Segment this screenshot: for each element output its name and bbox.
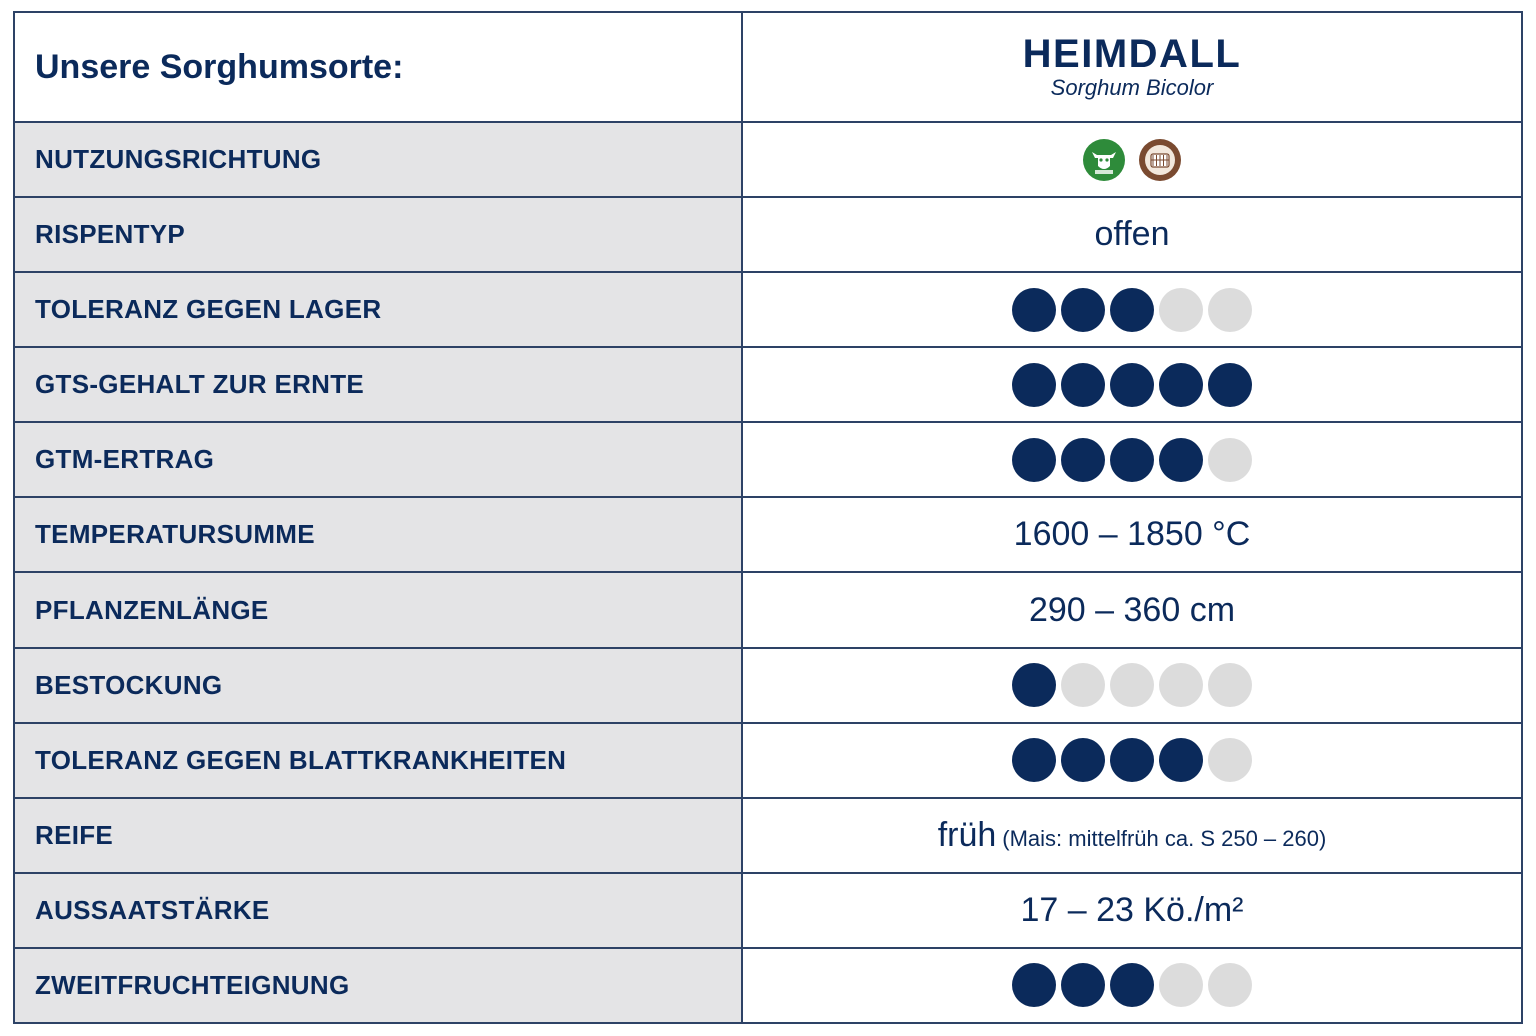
rating-dot-filled (1159, 738, 1203, 782)
rating-dot-filled (1110, 963, 1154, 1007)
usage-icons (1083, 139, 1181, 181)
row-value (743, 649, 1521, 722)
table-row (15, 874, 1521, 949)
row-value (743, 724, 1521, 797)
rating-dot-filled (1061, 963, 1105, 1007)
row-value (743, 123, 1521, 196)
row-label: TOLERANZ GEGEN LAGER (15, 273, 743, 346)
rating-dots (1012, 963, 1252, 1007)
row-label: BESTOCKUNG (15, 649, 743, 722)
row-label: REIFE (15, 799, 743, 872)
rating-dots (1012, 738, 1252, 782)
table-header (15, 13, 1521, 123)
value-main: 290 – 360 cm (1028, 590, 1236, 629)
rating-dot-filled (1159, 363, 1203, 407)
row-value (743, 498, 1521, 571)
table-row (15, 198, 1521, 273)
value-main: 17 – 23 Kö./m² (1020, 890, 1244, 929)
row-value (743, 799, 1521, 872)
rating-dot-filled (1061, 438, 1105, 482)
rating-dot-empty (1208, 663, 1252, 707)
variety-table (13, 11, 1523, 1024)
row-label: GTS-GEHALT ZUR ERNTE (15, 348, 743, 421)
row-label: NUTZUNGSRICHTUNG (15, 123, 743, 196)
rating-dot-empty (1208, 438, 1252, 482)
value-main: offen (1094, 215, 1170, 254)
table-title: Unsere Sorghumsorte: (15, 13, 743, 121)
rating-dot-filled (1110, 363, 1154, 407)
rating-dot-filled (1159, 438, 1203, 482)
rating-dot-filled (1110, 288, 1154, 332)
table-row (15, 799, 1521, 874)
rating-dot-filled (1110, 438, 1154, 482)
row-value (743, 423, 1521, 496)
biogas-icon (1139, 139, 1181, 181)
table-row (15, 423, 1521, 498)
rating-dots (1012, 663, 1252, 707)
value-text (1094, 215, 1169, 254)
rating-dot-filled (1208, 363, 1252, 407)
row-value (743, 949, 1521, 1022)
table-row (15, 498, 1521, 573)
rating-dot-empty (1159, 663, 1203, 707)
table-row (15, 348, 1521, 423)
rating-dot-filled (1061, 738, 1105, 782)
rating-dot-filled (1110, 738, 1154, 782)
variety-header (743, 13, 1521, 121)
rating-dots (1012, 288, 1252, 332)
value-note: (Mais: mittelfrüh ca. S 250 – 260) (1002, 825, 1327, 851)
rating-dot-empty (1110, 663, 1154, 707)
row-label: RISPENTYP (15, 198, 743, 271)
row-value (743, 874, 1521, 947)
table-row (15, 949, 1521, 1022)
rating-dots (1012, 363, 1252, 407)
row-label: TOLERANZ GEGEN BLATTKRANKHEITEN (15, 724, 743, 797)
row-value (743, 273, 1521, 346)
row-label: ZWEITFRUCHTEIGNUNG (15, 949, 743, 1022)
row-label: PFLANZENLÄNGE (15, 573, 743, 646)
row-label: GTM-ERTRAG (15, 423, 743, 496)
rating-dot-filled (1012, 288, 1056, 332)
rating-dot-filled (1061, 288, 1105, 332)
value-text (1020, 891, 1243, 930)
rating-dot-empty (1208, 288, 1252, 332)
row-value (743, 573, 1521, 646)
rating-dot-filled (1012, 738, 1056, 782)
value-text (938, 816, 1327, 855)
value-main: früh (937, 815, 997, 854)
table-row (15, 123, 1521, 198)
row-label: TEMPERATURSUMME (15, 498, 743, 571)
value-main: 1600 – 1850 °C (1013, 515, 1251, 554)
rating-dot-empty (1159, 288, 1203, 332)
table-row (15, 273, 1521, 348)
variety-latin-name: Sorghum Bicolor (1050, 74, 1214, 100)
rating-dot-filled (1012, 363, 1056, 407)
rating-dot-filled (1012, 438, 1056, 482)
row-value (743, 198, 1521, 271)
value-text (1014, 515, 1251, 554)
variety-name: HEIMDALL (1022, 31, 1242, 76)
value-text (1029, 591, 1235, 630)
rating-dot-empty (1208, 963, 1252, 1007)
table-row (15, 649, 1521, 724)
rating-dots (1012, 438, 1252, 482)
table-row (15, 573, 1521, 648)
rating-dot-empty (1208, 738, 1252, 782)
rating-dot-filled (1012, 963, 1056, 1007)
table-row (15, 724, 1521, 799)
rating-dot-filled (1061, 363, 1105, 407)
cow-icon (1083, 139, 1125, 181)
rating-dot-empty (1159, 963, 1203, 1007)
row-value (743, 348, 1521, 421)
rating-dot-empty (1061, 663, 1105, 707)
rating-dot-filled (1012, 663, 1056, 707)
table-body (15, 123, 1521, 1022)
row-label: AUSSAATSTÄRKE (15, 874, 743, 947)
